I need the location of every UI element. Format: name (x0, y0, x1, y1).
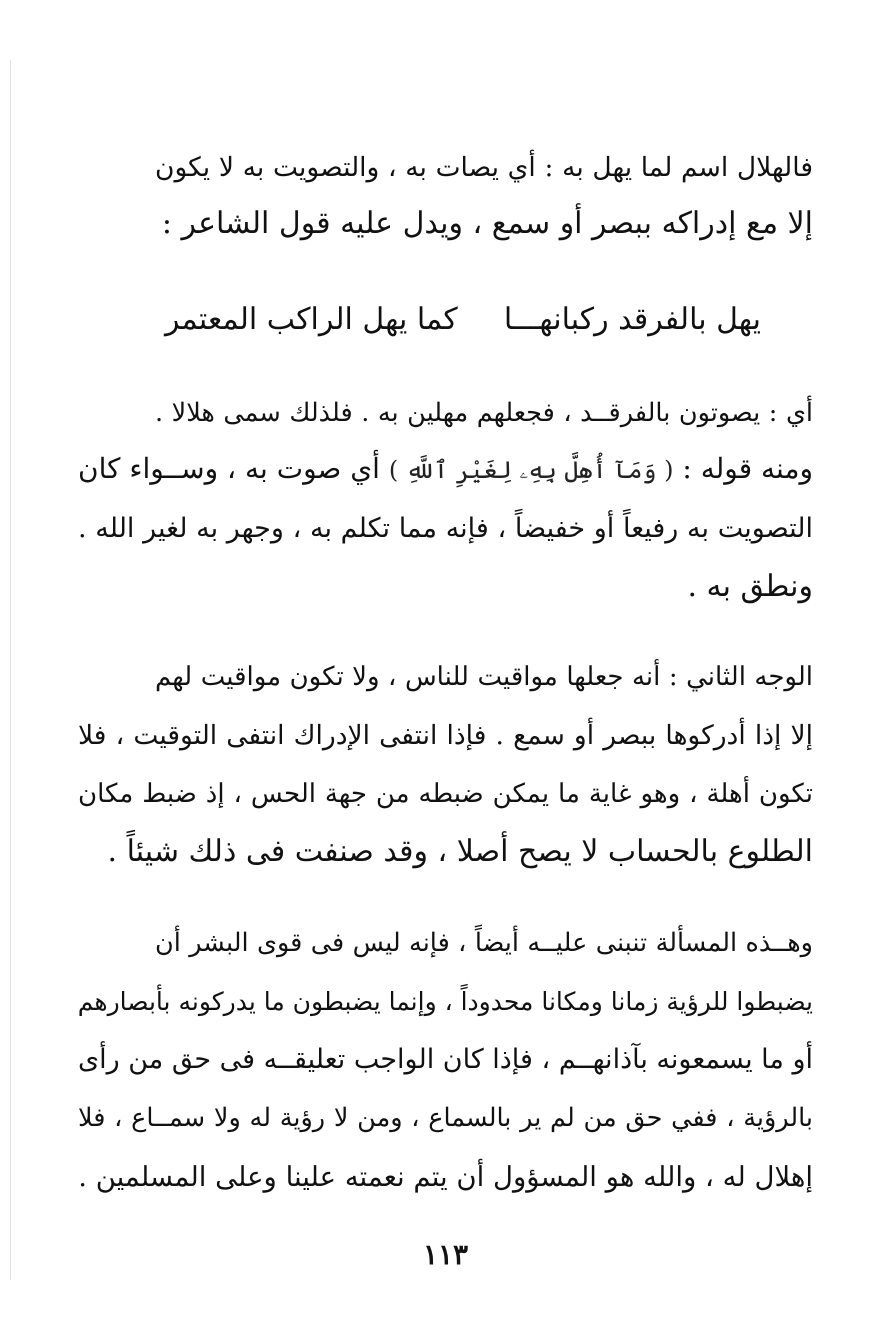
paragraph-2-line-2 (78, 449, 813, 490)
verse-hemistich-left: كما يهل الراكب المعتمر (165, 302, 458, 337)
scan-edge-shadow (10, 60, 11, 1280)
paragraph-2-line-4: ونطق به . (687, 569, 813, 604)
paragraph-4-line-4: بالرؤية ، ففي حق من لم ير بالسماع ، ومن لا رؤية له ولا سمــاع ، فلا (78, 1103, 813, 1133)
paragraph-2-line-1: أي : يصوتون بالفرقــد ، فجعلهم مهلين به . فلذلك سمى هلالا . (155, 398, 813, 428)
paragraph-3-line-4: الطلوع بالحساب لا يصح أصلا ، وقد صنفت فى ذلك شيئاً . (107, 834, 813, 869)
paragraph-4-line-1: وهــذه المسألة تنبنى عليــه أيضاً ، فإنه ليس فى قوى البشر أن (155, 928, 813, 958)
paragraph-3-line-3: تكون أهلة ، وهو غاية ما يمكن ضبطه من جهة الحس ، إذ ضبط مكان (78, 779, 813, 809)
paragraph-4-line-3: أو ما يسمعونه بآذانهــم ، فإذا كان الواجب تعليقــه فى حق من رأى (78, 1044, 813, 1075)
paragraph-1-line-1: فالهلال اسم لما يهل به : أي يصات به ، والتصويت به لا يكون (155, 152, 813, 183)
paragraph-4-line-2: يضبطوا للرؤية زمانا ومكانا محدوداً ، وإنما يضبطون ما يدركونه بأبصارهم (77, 987, 813, 1016)
paragraph-2-line-2-start: ومنه قوله : (682, 452, 814, 485)
quran-quote: ( وَمَآ أُهِلَّ بِهِۦ لِغَيْرِ ٱللَّهِ ) (388, 456, 674, 484)
paragraph-2-line-3: التصويت به رفيعاً أو خفيضاً ، فإنه مما تكلم به ، وجهر به لغير الله . (78, 513, 813, 544)
paragraph-3-line-2: إلا إذا أدركوها ببصر أو سمع . فإذا انتفى الإدراك انتفى التوقيت ، فلا (78, 720, 813, 751)
page-number: ١١٣ (422, 1238, 469, 1271)
paragraph-2-line-2-end: أي صوت به ، وســواء كان (78, 452, 380, 485)
verse-hemistich-right: يهل بالفرقد ركبانهـــا (503, 302, 761, 337)
paragraph-4-line-5: إهلال له ، والله هو المسؤول أن يتم نعمته علينا وعلى المسلمين . (78, 1161, 813, 1193)
paragraph-3-line-1: الوجه الثاني : أنه جعلها مواقيت للناس ، ولا تكون مواقيت لهم (155, 662, 813, 692)
paragraph-1-line-2: إلا مع إدراكه ببصر أو سمع ، ويدل عليه قول الشاعر : (161, 206, 813, 241)
